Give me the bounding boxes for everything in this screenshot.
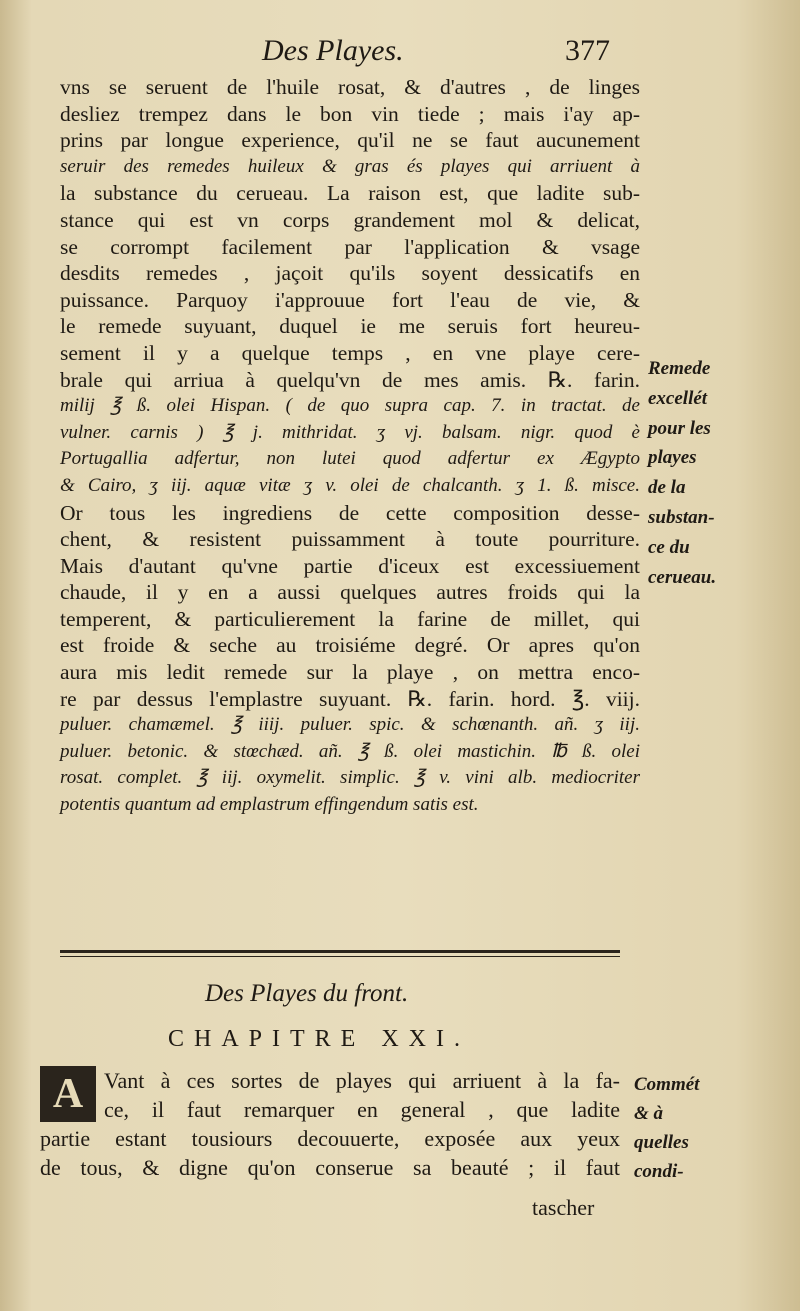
margin-note-line: quelles [634,1132,689,1153]
text-line: re par dessus l'emplastre suyuant. ℞. farin. hord. ℥. viij. [60,686,640,711]
margin-note-line: ce du [648,536,690,558]
text-line: desliez trempez dans le bon vin tiede ; mais i'ay ap- [60,101,640,126]
text-line: Mais d'autant qu'vne partie d'iceux est excessiuement [60,553,640,578]
chapter-text-line: partie estant tousiours decouuerte, exposée aux yeux [40,1126,620,1151]
text-line: vns se seruent de l'huile rosat, & d'autres , de linges [60,75,640,99]
text-line: potentis quantum ad emplastrum effingendum satis est. [60,794,479,816]
text-line: stance qui est vn corps grandement mol & delicat, [60,207,640,232]
margin-note-line: & à [634,1103,664,1124]
margin-note-line: de la [648,477,686,499]
margin-note-line: playes [648,447,697,469]
text-line: puluer. chamæmel. ℥ iiij. puluer. spic. & schœnanth. añ. ʒ iij. [60,714,640,736]
text-line: chaude, il y en a aussi quelques autres froids qui la [60,580,640,605]
margin-note [648,354,798,592]
catchword: tascher [532,1195,595,1220]
chapter-text-line: Vant à ces sortes de playes qui arriuent à la fa- [104,1068,620,1093]
chapter-text-block [40,1066,620,1182]
text-line: & Cairo, ʒ iij. aquæ vitæ ʒ v. olei de chalcanth. ʒ 1. ß. misce. [60,474,640,496]
chapter-heading: CHAPITRE XXI. [168,1026,470,1052]
text-line: la substance du cerueau. La raison est, que ladite sub- [60,181,640,206]
main-text-block [60,74,640,819]
text-line: Portugallia adfertur, non lutei quod adfertur ex Ægypto [60,448,640,470]
text-line: puissance. Parquoy i'approuue fort l'eau de vie, & [60,287,640,312]
text-line: se corrompt facilement par l'application & vsage [60,234,640,259]
page-header [0,34,800,70]
text-line: rosat. complet. ℥ iij. oxymelit. simplic. ℥ v. vini alb. mediocriter [60,767,640,789]
section-divider-thin [60,956,620,957]
text-line: aura mis ledit remede sur la playe , on mettra enco- [60,660,640,685]
margin-note-chapter [634,1070,784,1186]
margin-note-line: Commét [634,1074,700,1095]
chapter-text-line: de tous, & digne qu'on conserue sa beauté ; il faut [40,1155,620,1180]
text-line: brale qui arriua à quelqu'vn de mes amis. ℞. farin. [60,367,640,392]
chapter-text-line: ce, il faut remarquer en general , que ladite [104,1097,620,1122]
margin-note-line: condi- [634,1161,684,1182]
text-line: puluer. betonic. & stœchæd. añ. ℥ ß. olei mastichin. ℔ ß. olei [60,740,640,762]
text-line: chent, & resistent puissamment à toute pourriture. [60,527,640,552]
text-line: temperent, & particulierement la farine de millet, qui [60,606,640,631]
text-line: vulner. carnis ) ℥ j. mithridat. ʒ vj. balsam. nigr. quod è [60,421,640,443]
text-line: le remede suyuant, duquel ie me seruis fort heureu- [60,314,640,339]
margin-note-line: substan- [648,506,715,528]
running-title: Des Playes. [262,34,404,67]
page-number: 377 [565,34,610,67]
section-title: Des Playes du front. [205,980,409,1007]
drop-initial: A [40,1066,96,1122]
text-line: milij ℥ ß. olei Hispan. ( de quo supra cap. 7. in tractat. de [60,395,640,417]
margin-note-line: Remede [648,358,711,379]
text-line: sement il y a quelque temps , en vne playe cere- [60,340,640,365]
margin-note-line: cerueau. [648,566,717,588]
margin-note-line: excellét [648,387,708,409]
section-divider-thick [60,950,620,953]
text-line: desdits remedes , jaçoit qu'ils soyent dessicatifs en [60,261,640,286]
text-line: Or tous les ingrediens de cette composition desse- [60,500,640,525]
text-line: seruir des remedes huileux & gras és playes qui arriuent à [60,155,640,177]
text-line: est froide & seche au troisiéme degré. Or apres qu'on [60,633,640,658]
text-line: prins par longue experience, qu'il ne se faut aucunement [60,128,640,153]
margin-note-line: pour les [648,417,711,439]
